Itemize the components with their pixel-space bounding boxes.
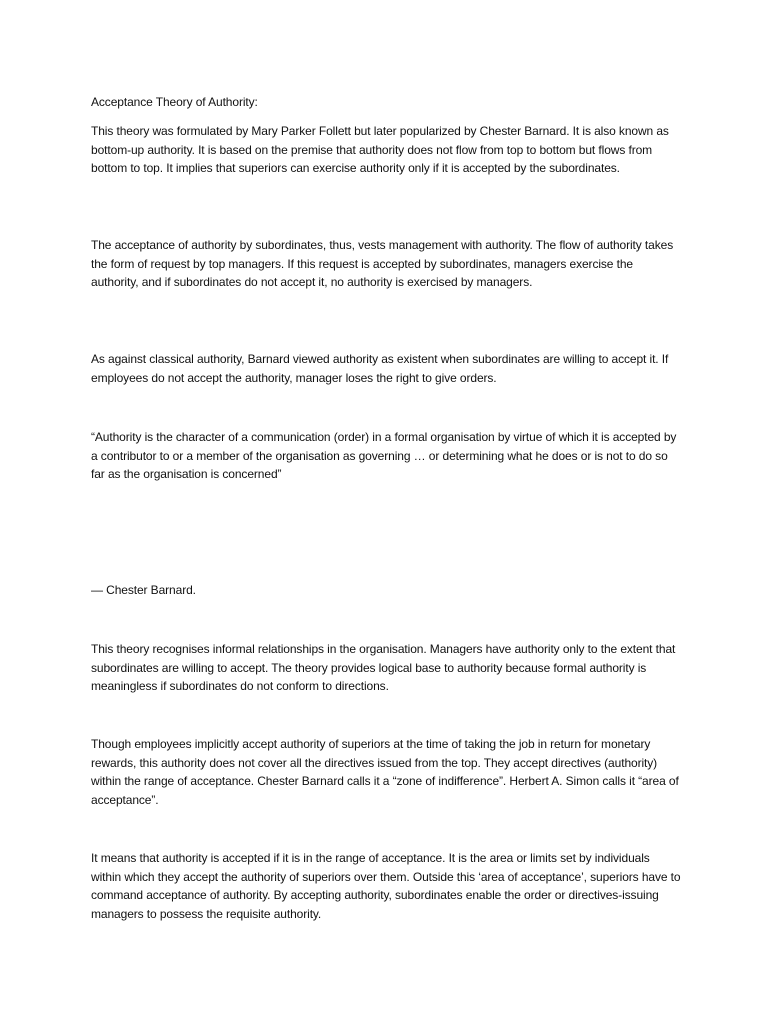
paragraph-classical-authority: As against classical authority, Barnard viewed authority as existent when subordinates are willing to accept it. If employees do not accept the authority, manager loses the right to give orders. bbox=[91, 352, 669, 385]
paragraph-acceptance: The acceptance of authority by subordinates, thus, vests management with authority. The flow of authority takes the form of request by top managers. If this request is accepted by subordinates, managers exercise the authority, and if subordinates do not accept it, no authority is exercised by managers. bbox=[91, 238, 674, 290]
paragraph-origin: This theory was formulated by Mary Parker Follett but later popularized by Chester Barnard. It is also known as bottom-up authority. It is based on the premise that authority does not flow from top to bottom but flows from bottom to top. It implies that superiors can exercise authority only if it is accepted by the subordinates. bbox=[91, 124, 669, 176]
paragraph-zone-of-indifference: Though employees implicitly accept authority of superiors at the time of taking the job in return for monetary rewards, this authority does not cover all the directives issued from the top. They accept directives (authority) within the range of acceptance. Chester Barnard calls it a “zone of indifference”. Herbert A. Simon calls it “area of acceptance”. bbox=[91, 737, 679, 808]
document-title: Acceptance Theory of Authority: bbox=[91, 95, 258, 109]
paragraph-area-of-acceptance: It means that authority is accepted if it is in the range of acceptance. It is the area or limits set by individuals within which they accept the authority of superiors over them. Outside this ‘area of acceptance’, superiors have to command acceptance of authority. By accepting authority, subordinates enable the order or directives-issuing managers to possess the requisite authority. bbox=[91, 851, 681, 922]
quote-barnard: “Authority is the character of a communication (order) in a formal organisation by virtue of which it is accepted by a contributor to or a member of the organisation as governing … or determining what he does or is not to do so far as the organisation is concerned” bbox=[91, 430, 677, 482]
quote-attribution: — Chester Barnard. bbox=[91, 583, 196, 597]
paragraph-informal-relationships: This theory recognises informal relationships in the organisation. Managers have authority only to the extent that subordinates are willing to accept. The theory provides logical base to authority because formal authority is meaningless if subordinates do not conform to directions. bbox=[91, 642, 676, 694]
